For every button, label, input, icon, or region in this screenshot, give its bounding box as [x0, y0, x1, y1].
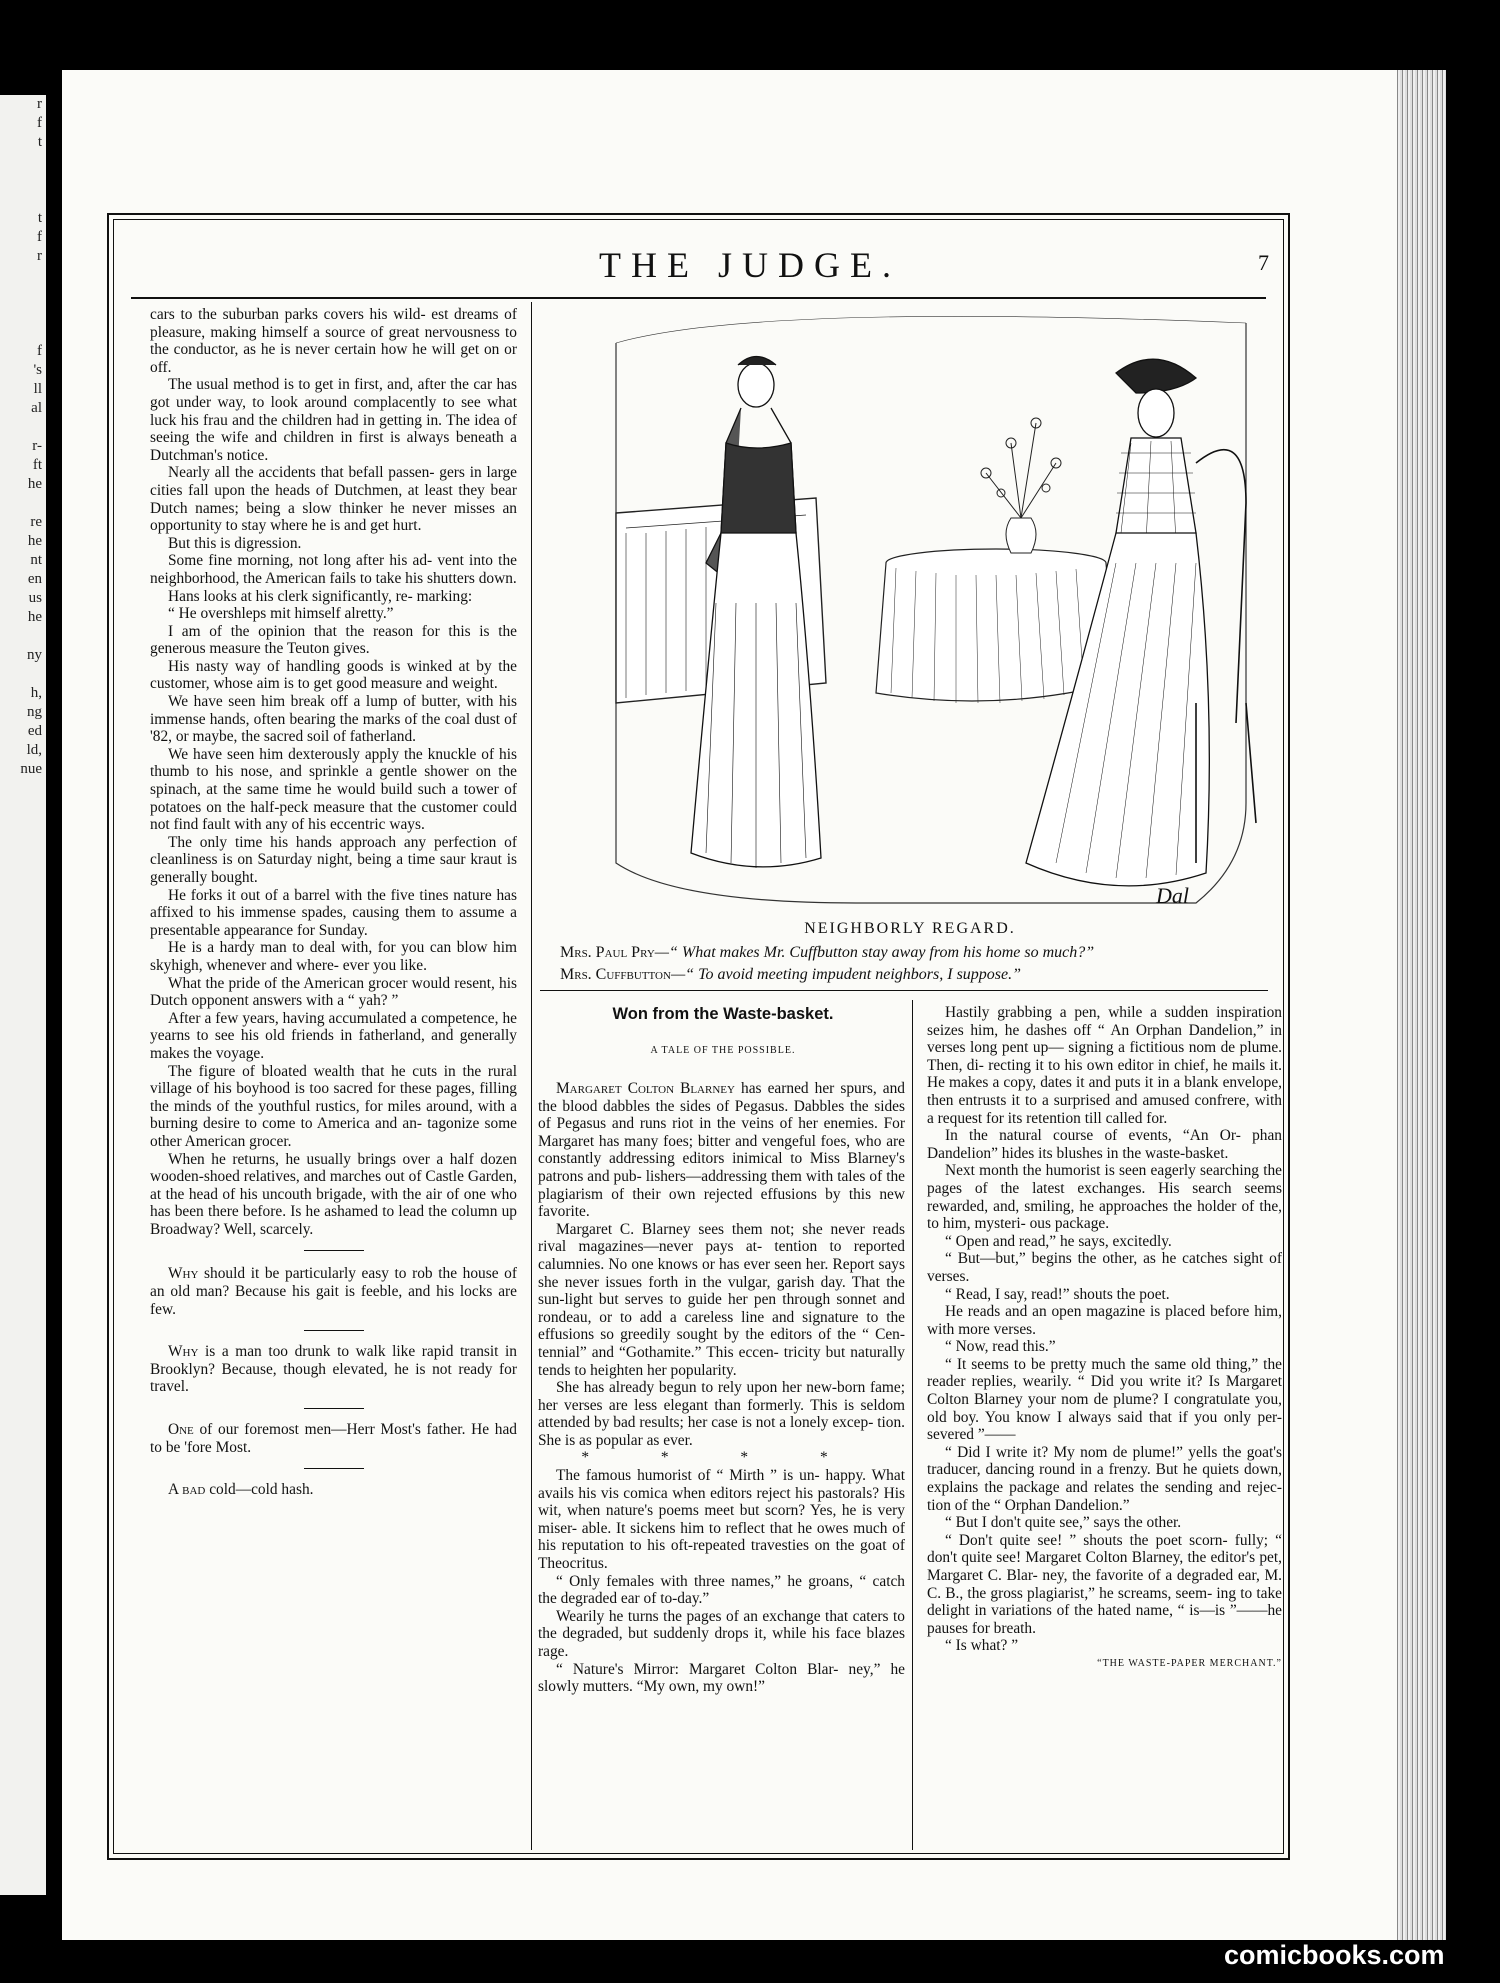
paragraph: “ Nature's Mirror: Margaret Colton Blar- ney,” he slowly mutters. “My own, my own!” — [538, 1660, 905, 1696]
edge-fragment: r — [37, 248, 42, 264]
cartoon-illustration — [556, 303, 1271, 918]
flower-vase — [981, 418, 1061, 553]
story-lead-name: Margaret Colton Blarney — [556, 1080, 735, 1097]
paragraph: When he returns, he usually brings over a half dozen wooden-shoed relatives, and marches out of Castle Garden, at the head of his uncouth brigade, with the air of one who has been there before. Is he ashamed to lead the column up Broadway? Well, scarcely. — [150, 1150, 517, 1238]
story-column-divider — [912, 1000, 913, 1850]
edge-fragment: he — [27, 533, 42, 549]
paragraph: “ But—but,” begins the other, as he catches sight of verses. — [927, 1250, 1282, 1285]
story-signature: “THE WASTE-PAPER MERCHANT.” — [1097, 1657, 1282, 1669]
site-watermark: comicbooks.com — [1224, 1940, 1445, 1970]
cartoon-caption-title: NEIGHBORLY REGARD. — [804, 920, 1016, 937]
paragraph: Hans looks at his clerk significantly, re- marking: — [168, 587, 473, 605]
joke-text: of our foremost men—Herr Most's father. He had to be 'fore Most. — [150, 1421, 517, 1456]
story-column-2 — [927, 1004, 1282, 1864]
edge-fragment: nt — [30, 552, 42, 568]
paragraph: We have seen him dexterously apply the knuckle of his thumb to his nose, and sprinkle a gentle shower on the spinach, at the same time he would build such a tower of potatoes on the half-peck measure that the customer could not find fault with any of his eccentric ways. — [150, 745, 517, 834]
edge-fragment: ny — [27, 647, 42, 663]
joke — [150, 1421, 517, 1456]
joke-lead: Why — [168, 1343, 199, 1361]
paragraph: After a few years, having accumulated a competence, he yearns to see his old friends in fatherland, and generally makes the voyage. — [150, 1009, 517, 1062]
edge-fragment: he — [27, 476, 42, 492]
paragraph: He is a hardy man to deal with, for you can blow him skyhigh, whenever and where- ever you like. — [150, 939, 517, 974]
paragraph: “ Don't quite see! ” shouts the poet scorn- fully; “ don't quite see! Margaret Colton Blarney, the editor's pet, Margaret C. Blar- ney, the favorite of a degraded ear, M. C. B., the gross plagiarist,” he screams, seem- ing to take delight in variations of the hated name, “ is—is ”——he pauses for breath. — [927, 1531, 1282, 1637]
joke-separator — [304, 1408, 364, 1409]
paragraph: “ Now, read this.” — [945, 1338, 1056, 1356]
edge-fragment: r — [37, 96, 42, 112]
edge-fragment: us — [28, 590, 42, 606]
paragraph: The figure of bloated wealth that he cuts in the rural village of his boyhood is too sacred for these pages, filling the minds of the youthful rustics, for miles around, with a burning desire to come to America and an- tagonize some other American grocer. — [150, 1062, 517, 1150]
paragraph: We have seen him break off a lump of butter, with his immense hands, often bearing the marks of the coal dust of '82, or maybe, the sacred soil of fatherland. — [150, 693, 517, 746]
column-left — [150, 306, 517, 1878]
paragraph: Next month the humorist is seen eagerly searching the pages of the latest exchanges. His search seems rewarded, and, smiling, he approaches the holder of the, to him, mysteri- ous package. — [927, 1162, 1282, 1233]
section-stars: * * * * — [581, 1449, 862, 1467]
story-title: Won from the Waste-basket. — [612, 1005, 834, 1023]
edge-fragment: en — [27, 571, 42, 587]
caption-rule — [540, 990, 1268, 991]
story-opening-text: has earned her spurs, and the blood dabbles the sides of Pegasus. Dabbles the sides of Pegasus and runs riot in the veins of her enemies. For Margaret has many foes; bitter and vengeful foes, who are constantly addressing editors inimical to Miss Blarney's patrons and pub- lishers—addressing them with tales of the plagiarism of their own rejected effusions by this new favorite. — [538, 1080, 905, 1221]
edge-fragment — [0, 627, 46, 646]
joke-text: cold—cold hash. — [205, 1481, 314, 1499]
page-number: 7 — [1258, 250, 1269, 275]
paragraph: Nearly all the accidents that befall passen- gers in large cities fall upon the heads of Dutchmen, at least they bear Dutch names; being a slow thinker he never misses an opportunity to stay where he is and get hurt. — [150, 464, 517, 535]
edge-fragment — [0, 304, 46, 323]
paragraph: cars to the suburban parks covers his wild- est dreams of pleasure, making himself a source of great nervousness to the conductor, as he is never certain how he will get on or off. — [150, 306, 517, 376]
joke-separator — [304, 1468, 364, 1469]
page-edges — [1390, 70, 1446, 1940]
paragraph: His nasty way of handling goods is winked at by the customer, whose aim is to get good measure and weight. — [150, 657, 517, 693]
paragraph: He forks it out of a barrel with the five tines nature has affixed to his immense spades, causing them to assume a presentable appearance for Sunday. — [150, 886, 517, 939]
edge-fragment — [0, 494, 46, 513]
paragraph: “ Only females with three names,” he groans, “ catch the degraded ear of to-day.” — [538, 1572, 905, 1608]
edge-fragment: ng — [27, 704, 42, 720]
paragraph: “ It seems to be pretty much the same old thing,” the reader replies, wearily. “ Did you write it? Is Margaret Colton Blarney your nom de plume? I congratulate you, old boy. You know I always said that if you only per- severed ”—— — [927, 1355, 1282, 1444]
paragraph: Margaret C. Blarney sees them not; she never reads rival magazines—never pays at- tention to reported calumnies. No one knows or has ever seen her. Report says she never issues forth in the vulgar, garish day. That the sun-light but serves to guide her pen through sonnet and rondeau, or to add a careless line and signature to the effusions so greedily sought by the editors of the “ Cen- tennial” and “Gothamite.” This eccen- tricity but naturally tends to heighten her popularity. — [538, 1220, 905, 1379]
paragraph: The famous humorist of “ Mirth ” is un- happy. What avails his vis comica when editors reject his pastorals? His wit, when nature's poems meet but scorn? Yes, he is very miser- able. It sickens him to reflect that he owes much of his reputation to his oft-repeated travesties on the goat of Theocritus. — [538, 1467, 905, 1573]
edge-fragment — [0, 418, 46, 437]
edge-fragment: t — [37, 134, 42, 150]
edge-fragment: f — [37, 343, 42, 359]
edge-fragment — [0, 152, 46, 171]
edge-fragment — [0, 665, 46, 684]
column-divider — [531, 302, 532, 1850]
edge-fragment: ll — [33, 381, 42, 397]
cartoon-signature: Dal — [1156, 883, 1189, 908]
edge-fragment: re — [30, 514, 42, 530]
edge-fragment: ed — [27, 723, 42, 739]
paragraph: The usual method is to get in first, and, after the car has got under way, to look around complacently to see what luck his frau and the children had in getting in. The idea of seeing the wife and children in first is always beneath a Dutchman's notice. — [150, 376, 517, 464]
paragraph: In the natural course of events, “An Or- phan Dandelion” hides its blushes in the waste-basket. — [927, 1127, 1282, 1162]
edge-fragment: f — [37, 115, 42, 131]
paragraph: She has already begun to rely upon her new-born fame; her verses are less elegant than formerly. This is seldom attended by bad results; her case is not a lonely excep- tion. She is as popular as ever. — [538, 1379, 905, 1449]
paragraph: “ But I don't quite see,” says the other. — [945, 1514, 1182, 1532]
edge-fragment: nue — [20, 761, 42, 777]
edge-fragment: h, — [30, 685, 42, 701]
caption-quote-1: —“ What makes Mr. Cuffbutton stay away from his home so much?” — [654, 944, 1095, 961]
edge-fragment: r- — [32, 438, 42, 454]
edge-fragment: al — [31, 400, 42, 416]
paragraph: Some fine morning, not long after his ad- vent into the neighborhood, the American fails to take his shutters down. — [150, 552, 517, 587]
caption-speaker-1: Mrs. Paul Pry — [560, 944, 655, 961]
joke — [150, 1343, 517, 1396]
caption-speaker-2: Mrs. Cuffbutton — [560, 966, 671, 983]
paragraph: Hastily grabbing a pen, while a sudden inspiration seizes him, he dashes off “ An Orphan Dandelion,” in verses long pent up— signing a fictitious nom de plume. Then, di- recting it to his own editor in chief, he mails it. He makes a copy, dates it and puts it in a blank envelope, then entrusts it to a surprised and amused confrere, with a request for its retention till called for. — [927, 1004, 1282, 1127]
edge-fragment — [0, 285, 46, 304]
cartoon-caption-line-2 — [560, 966, 1280, 984]
edge-fragment: t — [37, 210, 42, 226]
jokes-separator — [304, 1250, 364, 1251]
edge-fragment: ld, — [26, 742, 42, 758]
left-page-edge-text — [0, 95, 46, 1895]
paragraph: “ He overshleps mit himself alretty.” — [168, 605, 394, 623]
story-column-1 — [538, 1080, 905, 1880]
joke — [150, 1481, 517, 1499]
paragraph: What the pride of the American grocer would resent, his Dutch opponent answers with a “ yah? ” — [150, 974, 517, 1010]
edge-fragment — [0, 323, 46, 342]
edge-fragment: he — [27, 609, 42, 625]
edge-fragment: ft — [32, 457, 42, 473]
masthead: THE JUDGE. — [599, 245, 901, 285]
paragraph: “ Open and read,” he says, excitedly. — [945, 1232, 1172, 1250]
paragraph: “ Is what? ” — [945, 1637, 1019, 1655]
paragraph: But this is digression. — [168, 534, 302, 552]
story-opening-paragraph — [538, 1080, 905, 1221]
joke-lead: One — [168, 1421, 194, 1439]
joke-text: should it be particularly easy to rob the house of an old man? Because his gait is feeble, and his locks are few. — [150, 1265, 517, 1318]
joke-text: is a man too drunk to walk like rapid transit in Brooklyn? Because, though elevated, he is not ready for travel. — [150, 1343, 517, 1396]
joke-lead: Why — [168, 1265, 199, 1283]
edge-fragment — [0, 190, 46, 209]
edge-fragment: f — [37, 229, 42, 245]
cartoon-caption-line-1 — [560, 944, 1280, 962]
paragraph: I am of the opinion that the reason for this is the generous measure the Teuton gives. — [150, 622, 517, 658]
caption-quote-2: —“ To avoid meeting impudent neighbors, I suppose.” — [670, 966, 1022, 983]
joke-lead: A bad — [168, 1481, 206, 1499]
joke-separator — [304, 1330, 364, 1331]
edge-fragment — [0, 171, 46, 190]
masthead-rule — [131, 297, 1266, 299]
paragraph: “ Did I write it? My nom de plume!” yells the goat's traducer, dancing round in a frenzy. But he quiets down, explains the package and relates the sending and rejec- tion of the “ Orphan Dandelion.” — [927, 1443, 1282, 1514]
paragraph: “ Read, I say, read!” shouts the poet. — [945, 1285, 1170, 1303]
paragraph: He reads and an open magazine is placed before him, with more verses. — [927, 1303, 1282, 1338]
joke — [150, 1265, 517, 1318]
edge-fragment: 's — [33, 362, 42, 378]
paragraph: Wearily he turns the pages of an exchange that caters to the degraded, but suddenly drops it, while his face blazes rage. — [538, 1607, 905, 1660]
paragraph: The only time his hands approach any perfection of cleanliness is on Saturday night, being a time saur kraut is generally bought. — [150, 833, 517, 886]
edge-fragment — [0, 266, 46, 285]
story-subtitle: A TALE OF THE POSSIBLE. — [650, 1045, 796, 1056]
